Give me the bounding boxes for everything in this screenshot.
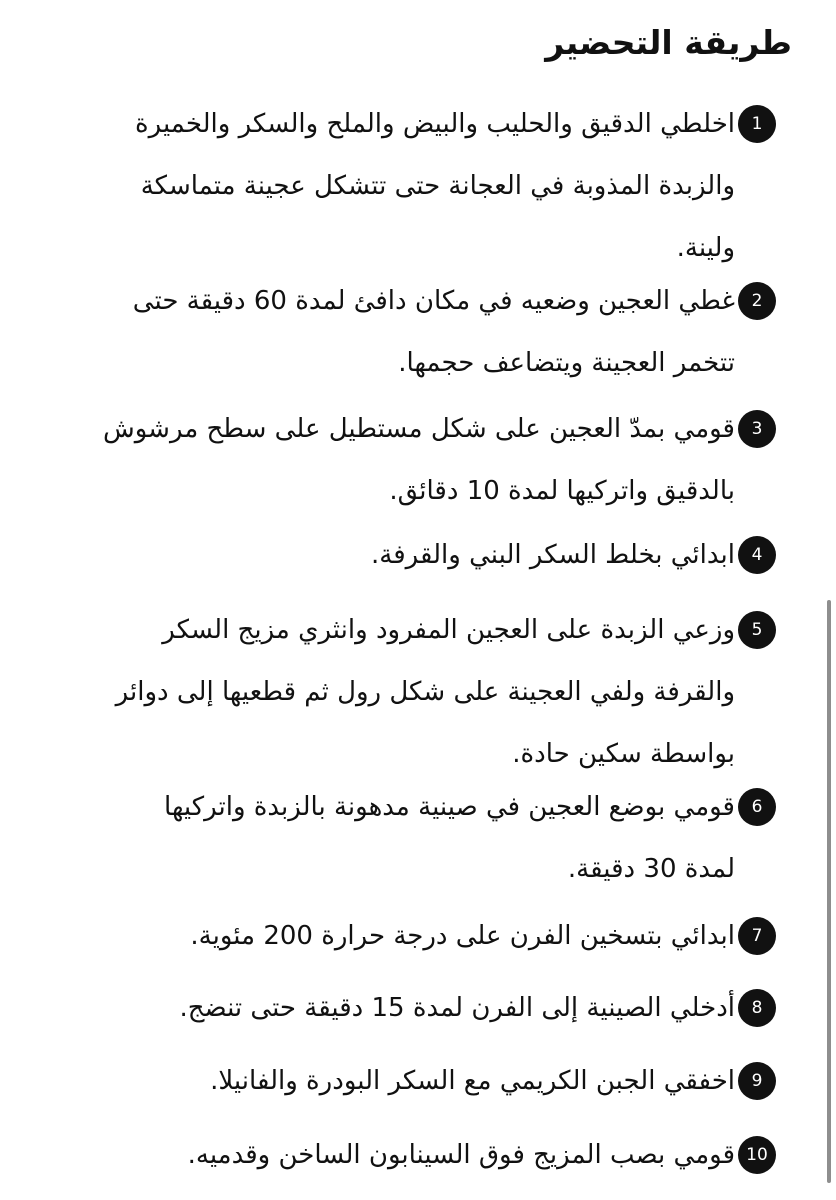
step-text: ابدائي بتسخين الفرن على درجة حرارة 200 مئوية. bbox=[190, 921, 735, 951]
step-item bbox=[30, 611, 776, 769]
step-item bbox=[30, 282, 776, 378]
step-text: ابدائي بخلط السكر البني والقرفة. bbox=[371, 540, 735, 570]
step-number-badge: 5 bbox=[738, 611, 776, 649]
step-text: قومي بوضع العجين في صينية مدهونة بالزبدة واتركيها لمدة 30 دقيقة. bbox=[164, 792, 735, 884]
step-item bbox=[30, 536, 776, 596]
step-item bbox=[30, 1136, 776, 1196]
step-number-badge: 7 bbox=[738, 917, 776, 955]
page-title: طريقة التحضير bbox=[545, 23, 792, 62]
step-text: قومي بمدّ العجين على شكل مستطيل على سطح مرشوش بالدقيق واتركيها لمدة 10 دقائق. bbox=[103, 414, 735, 506]
step-item bbox=[30, 105, 776, 263]
step-number-badge: 2 bbox=[738, 282, 776, 320]
step-number-badge: 1 bbox=[738, 105, 776, 143]
step-item bbox=[30, 788, 776, 884]
vertical-scrollbar[interactable] bbox=[827, 600, 831, 1183]
step-text: أدخلي الصينية إلى الفرن لمدة 15 دقيقة حتى تنضج. bbox=[179, 993, 735, 1023]
step-text: وزعي الزبدة على العجين المفرود وانثري مزيج السكر والقرفة ولفي العجينة على شكل رول ثم قطعيها إلى دوائر بواسطة سكين حادة. bbox=[115, 615, 735, 769]
step-text: اخلطي الدقيق والحليب والبيض والملح والسكر والخميرة والزبدة المذوبة في العجانة حتى تتشكل عجينة متماسكة ولينة. bbox=[134, 109, 735, 263]
step-number-badge: 4 bbox=[738, 536, 776, 574]
step-item bbox=[30, 989, 776, 1049]
step-number-badge: 6 bbox=[738, 788, 776, 826]
step-text: غطي العجين وضعيه في مكان دافئ لمدة 60 دقيقة حتى تتخمر العجينة ويتضاعف حجمها. bbox=[132, 286, 735, 378]
step-item bbox=[30, 410, 776, 506]
step-number-badge: 8 bbox=[738, 989, 776, 1027]
step-text: قومي بصب المزيج فوق السينابون الساخن وقدميه. bbox=[187, 1140, 735, 1170]
step-number-badge: 10 bbox=[738, 1136, 776, 1174]
step-number-badge: 3 bbox=[738, 410, 776, 448]
step-number-badge: 9 bbox=[738, 1062, 776, 1100]
step-item bbox=[30, 1062, 776, 1122]
step-item bbox=[30, 917, 776, 977]
step-text: اخفقي الجبن الكريمي مع السكر البودرة والفانيلا. bbox=[210, 1066, 735, 1096]
